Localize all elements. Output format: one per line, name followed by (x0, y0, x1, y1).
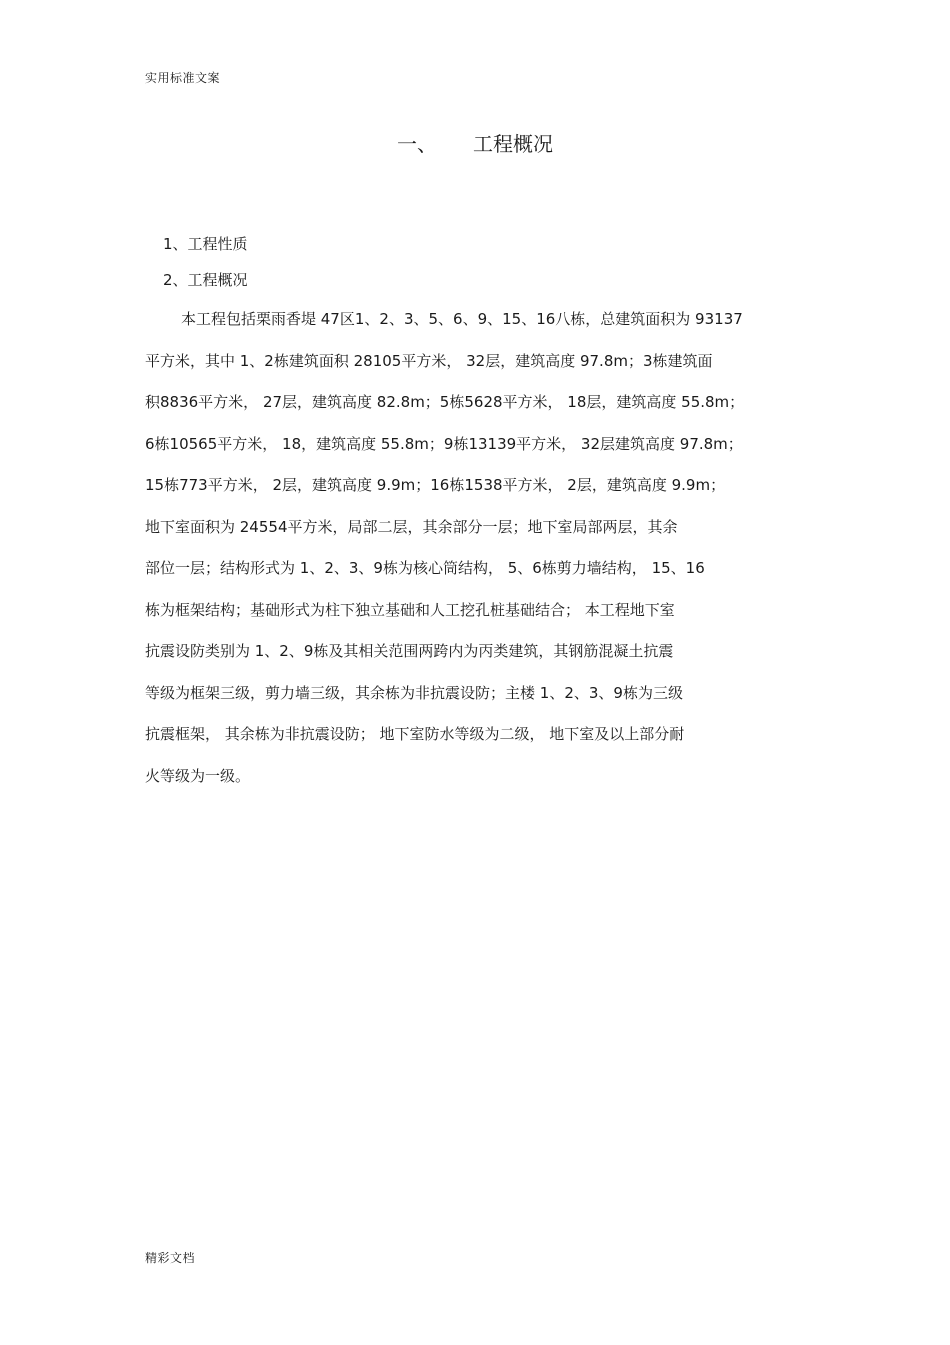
section-item: 1、工程性质 (163, 235, 248, 253)
paragraph-line: 火等级为一级。 (145, 766, 251, 785)
paragraph-line: 积8836平方米， 27层，建筑高度 82.8m；5栋5628平方米， 18层，建筑高度 55.8m； (145, 393, 745, 411)
paragraph-line: 地下室面积为 24554平方米，局部二层，其余部分一层；地下室局部两层，其余 (145, 517, 678, 536)
body-paragraph (145, 306, 815, 804)
paragraph-line: 栋为框架结构；基础形式为柱下独立基础和人工挖孔桩基础结合； 本工程地下室 (145, 600, 675, 619)
section-item: 2、工程概况 (163, 271, 248, 289)
page-header: 实用标准文案 (145, 71, 221, 85)
section-list (163, 226, 248, 298)
paragraph-line: 部位一层；结构形式为 1、2、3、9栋为核心筒结构， 5、6栋剪力墙结构， 15、16 (145, 559, 705, 577)
page-footer: 精彩文档 (145, 1251, 196, 1265)
title-text: 工程概况 (473, 132, 553, 156)
page-title (0, 128, 950, 157)
paragraph-line: 抗震框架， 其余栋为非抗震设防； 地下室防水等级为二级， 地下室及以上部分耐 (145, 725, 685, 743)
paragraph-line: 15栋773平方米， 2层，建筑高度 9.9m；16栋1538平方米， 2层，建筑高度 9.9m； (145, 476, 726, 494)
paragraph-line: 本工程包括栗雨香堤 47区1、2、3、5、6、9、15、16八栋，总建筑面积为 93137 (181, 310, 743, 328)
paragraph-line: 平方米，其中 1、2栋建筑面积 28105平方米， 32层，建筑高度 97.8m；3栋建筑面 (145, 351, 713, 370)
paragraph-line: 等级为框架三级，剪力墙三级，其余栋为非抗震设防；主楼 1、2、3、9栋为三级 (145, 683, 683, 702)
paragraph-line: 抗震设防类别为 1、2、9栋及其相关范围两跨内为丙类建筑，其钢筋混凝土抗震 (145, 642, 674, 660)
title-number: 一、 (397, 132, 437, 156)
paragraph-line: 6栋10565平方米， 18，建筑高度 55.8m；9栋13139平方米， 32层建筑高度 97.8m； (145, 434, 743, 453)
